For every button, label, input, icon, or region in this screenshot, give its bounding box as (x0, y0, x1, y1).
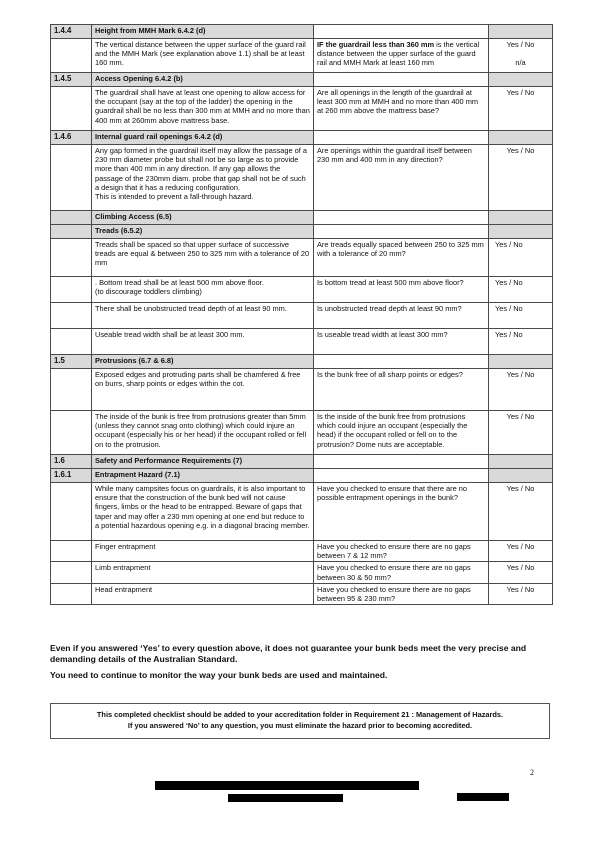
checklist-item-row (51, 39, 553, 73)
answer-cell (489, 562, 553, 583)
answer-options: Yes / No (495, 304, 523, 313)
question-text: Are treads equally spaced between 250 to 325 mm with a tolerance of 20 mm? (317, 240, 484, 259)
checklist-item-row (51, 583, 553, 604)
number-blank-cell (51, 562, 92, 583)
requirement-text: Limb entrapment (95, 563, 151, 573)
answer-na: n/a (515, 58, 526, 68)
question-emphasis: IF the guardrail less than 360 mm (317, 40, 435, 49)
question-text: Is the bunk free of all sharp points or edges? (317, 370, 463, 379)
requirement-text: The inside of the bunk is free from protrusions greater than 5mm (unless they cannot snag onto clothing) which could injure an occupant (especially his or her head) if the occupant rolled or fell on to the protrusion. (95, 412, 307, 449)
section-heading-row (51, 355, 553, 369)
checklist-item-row (51, 277, 553, 303)
question-cell (314, 87, 489, 131)
section-number: 1.6 (51, 455, 92, 469)
number-blank-cell (51, 87, 92, 131)
question-text: Is the inside of the bunk free from protrusions which could injure an occupant (especially the head) if the occupant rolled or fell on to the protrusion? Dome nuts are acceptable. (317, 412, 468, 449)
requirement-text: Head entrapment (95, 584, 153, 594)
requirement-cell (92, 39, 314, 73)
section-heading-row (51, 131, 553, 145)
checklist-item-row (51, 483, 553, 541)
heading-blank-cell (314, 131, 489, 145)
checklist-item-row (51, 562, 553, 583)
requirement-text: There shall be unobstructed tread depth of at least 90 mm. (95, 304, 287, 313)
requirement-note: (to discourage toddlers climbing) (95, 287, 202, 297)
section-title: Internal guard rail openings 6.4.2 (d) (92, 131, 314, 145)
answer-options: Yes / No (506, 584, 535, 594)
answer-cell (489, 87, 553, 131)
number-blank-cell (51, 541, 92, 562)
heading-blank-cell (314, 25, 489, 39)
section-number (51, 211, 92, 225)
accreditation-note-line-1: This completed checklist should be added to your accreditation folder in Requirement 21 : Management of Hazards. (96, 710, 504, 719)
question-cell (314, 145, 489, 211)
section-title: Entrapment Hazard (7.1) (92, 469, 314, 483)
heading-blank-cell (314, 469, 489, 483)
answer-cell (489, 583, 553, 604)
question-text: is the vertical distance between the upper surface of the guard rail and MMH Mark at least 160 mm (317, 40, 480, 68)
answer-cell (489, 145, 553, 211)
question-cell (314, 411, 489, 455)
heading-blank-cell (314, 455, 489, 469)
notice (50, 643, 560, 686)
number-blank-cell (51, 39, 92, 73)
section-title: Treads (6.5.2) (92, 225, 314, 239)
answer-cell (489, 303, 553, 329)
answer-options: Yes / No (506, 370, 535, 379)
number-blank-cell (51, 145, 92, 211)
answer-options: Yes / No (495, 278, 523, 287)
requirement-cell (92, 87, 314, 131)
answer-cell (489, 329, 553, 355)
question-text: Is bottom tread at least 500 mm above floor? (317, 278, 464, 287)
heading-blank-answer-cell (489, 73, 553, 87)
number-blank-cell (51, 329, 92, 355)
number-blank-cell (51, 583, 92, 604)
checklist-item-row (51, 329, 553, 355)
question-text: Have you checked to ensure there are no gaps between 7 & 12 mm? (317, 542, 471, 561)
section-number (51, 225, 92, 239)
answer-cell (489, 239, 553, 277)
number-blank-cell (51, 411, 92, 455)
requirement-text: Any gap formed in the guardrail itself may allow the passage of a 230 mm diameter probe but shall not be so large as to provide more than 400 mm in any direction. If any gap allows the passage of the 230mm diam. probe that gap shall not be of such a design that it has a reducing configuration. (95, 146, 307, 192)
heading-blank-answer-cell (489, 25, 553, 39)
answer-cell (489, 277, 553, 303)
requirement-cell (92, 541, 314, 562)
requirement-note: This is intended to prevent a fall-through hazard. (95, 192, 254, 202)
number-blank-cell (51, 277, 92, 303)
redaction-bar-2 (228, 794, 343, 802)
section-title: Climbing Access (6.5) (92, 211, 314, 225)
requirement-text: The vertical distance between the upper surface of the guard rail and the MMH Mark (see explanation above 1.1) shall be at least 160 mm. (95, 40, 306, 68)
requirement-cell (92, 562, 314, 583)
accreditation-note (50, 703, 550, 739)
question-cell (314, 583, 489, 604)
requirement-cell (92, 145, 314, 211)
section-heading-row (51, 211, 553, 225)
question-text: Have you checked to ensure that there are no possible entrapment openings in the bunk? (317, 484, 467, 503)
heading-blank-answer-cell (489, 469, 553, 483)
answer-options: Yes / No (506, 88, 535, 97)
heading-blank-answer-cell (489, 355, 553, 369)
heading-blank-answer-cell (489, 455, 553, 469)
checklist-item-row (51, 87, 553, 131)
requirement-cell (92, 583, 314, 604)
answer-options: Yes / No (506, 563, 535, 573)
answer-cell (489, 541, 553, 562)
answer-cell (489, 369, 553, 411)
section-title: Safety and Performance Requirements (7) (92, 455, 314, 469)
accreditation-note-line-2: If you answered ‘No’ to any question, you must eliminate the hazard prior to becoming accredited. (127, 721, 473, 730)
section-heading-row (51, 225, 553, 239)
question-text: Are openings within the guardrail itself between 230 mm and 400 mm in any direction? (317, 146, 472, 165)
checklist-item-row (51, 411, 553, 455)
heading-blank-cell (314, 73, 489, 87)
requirement-cell (92, 303, 314, 329)
section-heading-row (51, 455, 553, 469)
heading-blank-answer-cell (489, 131, 553, 145)
section-heading-row (51, 25, 553, 39)
question-cell (314, 329, 489, 355)
requirement-cell (92, 411, 314, 455)
redaction-bar-1 (155, 781, 419, 790)
question-text: Are all openings in the length of the guardrail at least 300 mm at MMH and no more than 400 mm at 260 mm above the mattress base? (317, 88, 479, 116)
section-heading-row (51, 73, 553, 87)
answer-options: Yes / No (506, 412, 535, 421)
answer-options: Yes / No (506, 146, 535, 155)
answer-options: Yes / No (495, 330, 523, 339)
section-number: 1.4.4 (51, 25, 92, 39)
question-cell (314, 369, 489, 411)
page-number: 2 (530, 768, 534, 777)
checklist-table (50, 24, 553, 605)
requirement-text: The guardrail shall have at least one opening to allow access for the occupant (say at the top of the ladder) the opening in the guardrail shall be no less than 300 mm at MMH and no more than 400 mm at 260mm above mattress base. (95, 88, 310, 125)
number-blank-cell (51, 369, 92, 411)
question-cell (314, 277, 489, 303)
requirement-cell (92, 369, 314, 411)
checklist-item-row (51, 369, 553, 411)
requirement-cell (92, 239, 314, 277)
heading-blank-cell (314, 225, 489, 239)
redaction-bar-3 (457, 793, 509, 801)
answer-cell (489, 411, 553, 455)
section-number: 1.4.5 (51, 73, 92, 87)
question-cell (314, 541, 489, 562)
checklist-item-row (51, 239, 553, 277)
checklist-item-row (51, 145, 553, 211)
heading-blank-answer-cell (489, 211, 553, 225)
answer-options: Yes / No (495, 240, 523, 249)
requirement-text: Useable tread width shall be at least 300 mm. (95, 330, 245, 339)
notice-line-1: Even if you answered ‘Yes’ to every question above, it does not guarantee your bunk beds meet the very precise and demanding details of the Australian Standard. (50, 643, 527, 664)
requirement-text: While many campsites focus on guardrails, it is also important to ensure that the construction of the bunk bed will not cause fingers, limbs or the head to be entrapped. Beware of gaps that taper and may offer a 230 mm opening at one end but reduce to a potential hazardous opening e.g. in a diagonal bracing member. (95, 484, 310, 530)
section-title: Protrusions (6.7 & 6.8) (92, 355, 314, 369)
section-heading-row (51, 469, 553, 483)
question-text: Is unobstructed tread depth at least 90 mm? (317, 304, 462, 313)
section-title: Access Opening 6.4.2 (b) (92, 73, 314, 87)
question-cell (314, 239, 489, 277)
requirement-cell (92, 483, 314, 541)
number-blank-cell (51, 483, 92, 541)
section-number: 1.5 (51, 355, 92, 369)
checklist-item-row (51, 541, 553, 562)
question-cell (314, 483, 489, 541)
section-title: Height from MMH Mark 6.4.2 (d) (92, 25, 314, 39)
question-cell (314, 562, 489, 583)
requirement-text: Exposed edges and protruding parts shall be chamfered & free on burrs, sharp points or edges within the cot. (95, 370, 301, 389)
answer-options: Yes / No (506, 542, 535, 551)
question-text: Have you checked to ensure there are no gaps between 95 & 230 mm? (317, 584, 471, 604)
notice-line-2: You need to continue to monitor the way your bunk beds are used and maintained. (50, 670, 388, 680)
requirement-text: Treads shall be spaced so that upper surface of successive treads are equal & between 250 to 325 mm with a tolerance of 20 mm (95, 240, 310, 268)
section-number: 1.4.6 (51, 131, 92, 145)
checklist-item-row (51, 303, 553, 329)
answer-options: Yes / No (506, 484, 535, 493)
question-cell (314, 39, 489, 73)
question-text: Is useable tread width at least 300 mm? (317, 330, 448, 339)
number-blank-cell (51, 239, 92, 277)
number-blank-cell (51, 303, 92, 329)
heading-blank-cell (314, 211, 489, 225)
heading-blank-cell (314, 355, 489, 369)
question-cell (314, 303, 489, 329)
answer-cell (489, 483, 553, 541)
requirement-text: . Bottom tread shall be at least 500 mm above floor. (95, 278, 264, 287)
checklist-body (51, 25, 553, 605)
question-text: Have you checked to ensure there are no gaps between 30 & 50 mm? (317, 563, 471, 582)
requirement-cell (92, 277, 314, 303)
answer-cell (489, 39, 553, 73)
requirement-text: Finger entrapment (95, 542, 156, 551)
answer-options: Yes / No (506, 40, 535, 49)
section-number: 1.6.1 (51, 469, 92, 483)
requirement-cell (92, 329, 314, 355)
heading-blank-answer-cell (489, 225, 553, 239)
